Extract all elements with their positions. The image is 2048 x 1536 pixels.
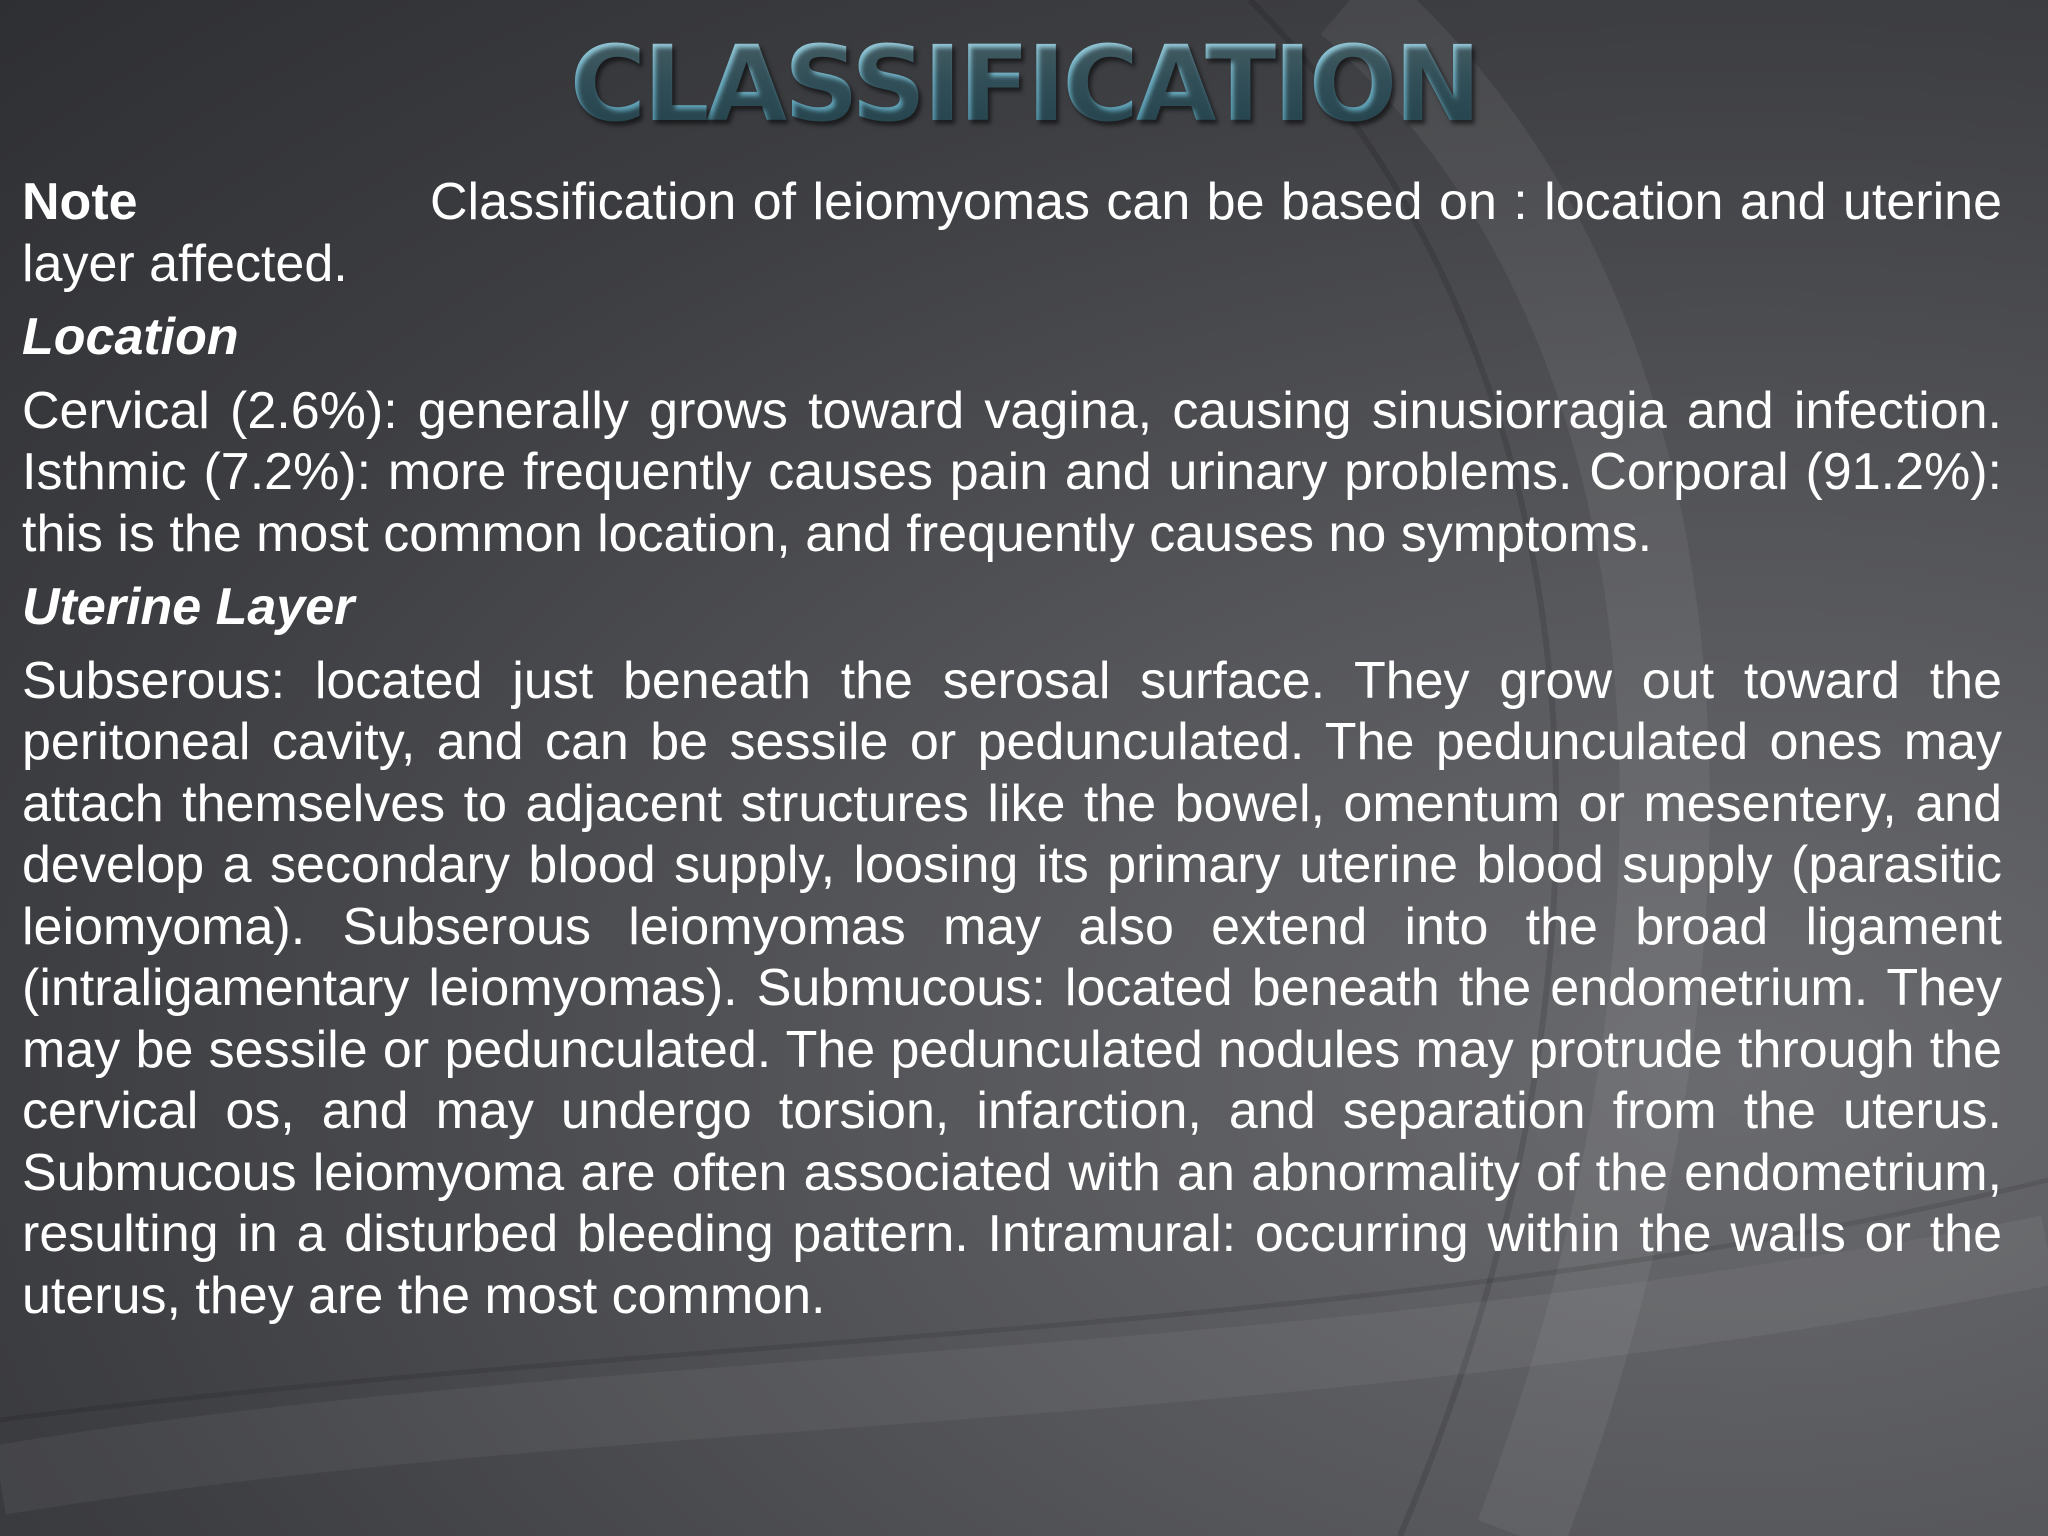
note-paragraph bbox=[22, 172, 2002, 295]
note-label: Note bbox=[22, 173, 138, 231]
note-text: Classification of leiomyomas can be based on : location and uterine layer affected. bbox=[22, 173, 2002, 293]
uterine-layer-heading: Uterine Layer bbox=[22, 578, 355, 636]
uterine-layer-body: Subserous: located just beneath the serosal surface. They grow out toward the peritoneal cavity, and can be sessile or pedunculated. The pedunculated ones may attach themselves to adjacent structures like the bowel, omentum or mesentery, and develop a secondary blood supply, loosing its primary uterine blood supply (parasitic leiomyoma). Subserous leiomyomas may also extend into the broad ligament (intraligamentary leiomyomas). Submucous: located beneath the endometrium. They may be sessile or pedunculated. The pedunculated nodules may protrude through the cervical os, and may undergo torsion, infarction, and separation from the uterus. Submucous leiomyoma are often associated with an abnormality of the endometrium, resulting in a disturbed bleeding pattern. Intramural: occurring within the walls or the uterus, they are the most common. bbox=[22, 651, 2002, 1325]
slide-content bbox=[22, 172, 2002, 1339]
slide-title: CLASSIFICATION bbox=[0, 24, 2048, 144]
location-body: Cervical (2.6%): generally grows toward vagina, causing sinusiorragia and infection. Isthmic (7.2%): more frequently causes pain and urinary problems. Corporal (91.2%): this is the most common location, and frequently causes no symptoms. bbox=[22, 381, 2002, 563]
location-heading: Location bbox=[22, 308, 239, 366]
